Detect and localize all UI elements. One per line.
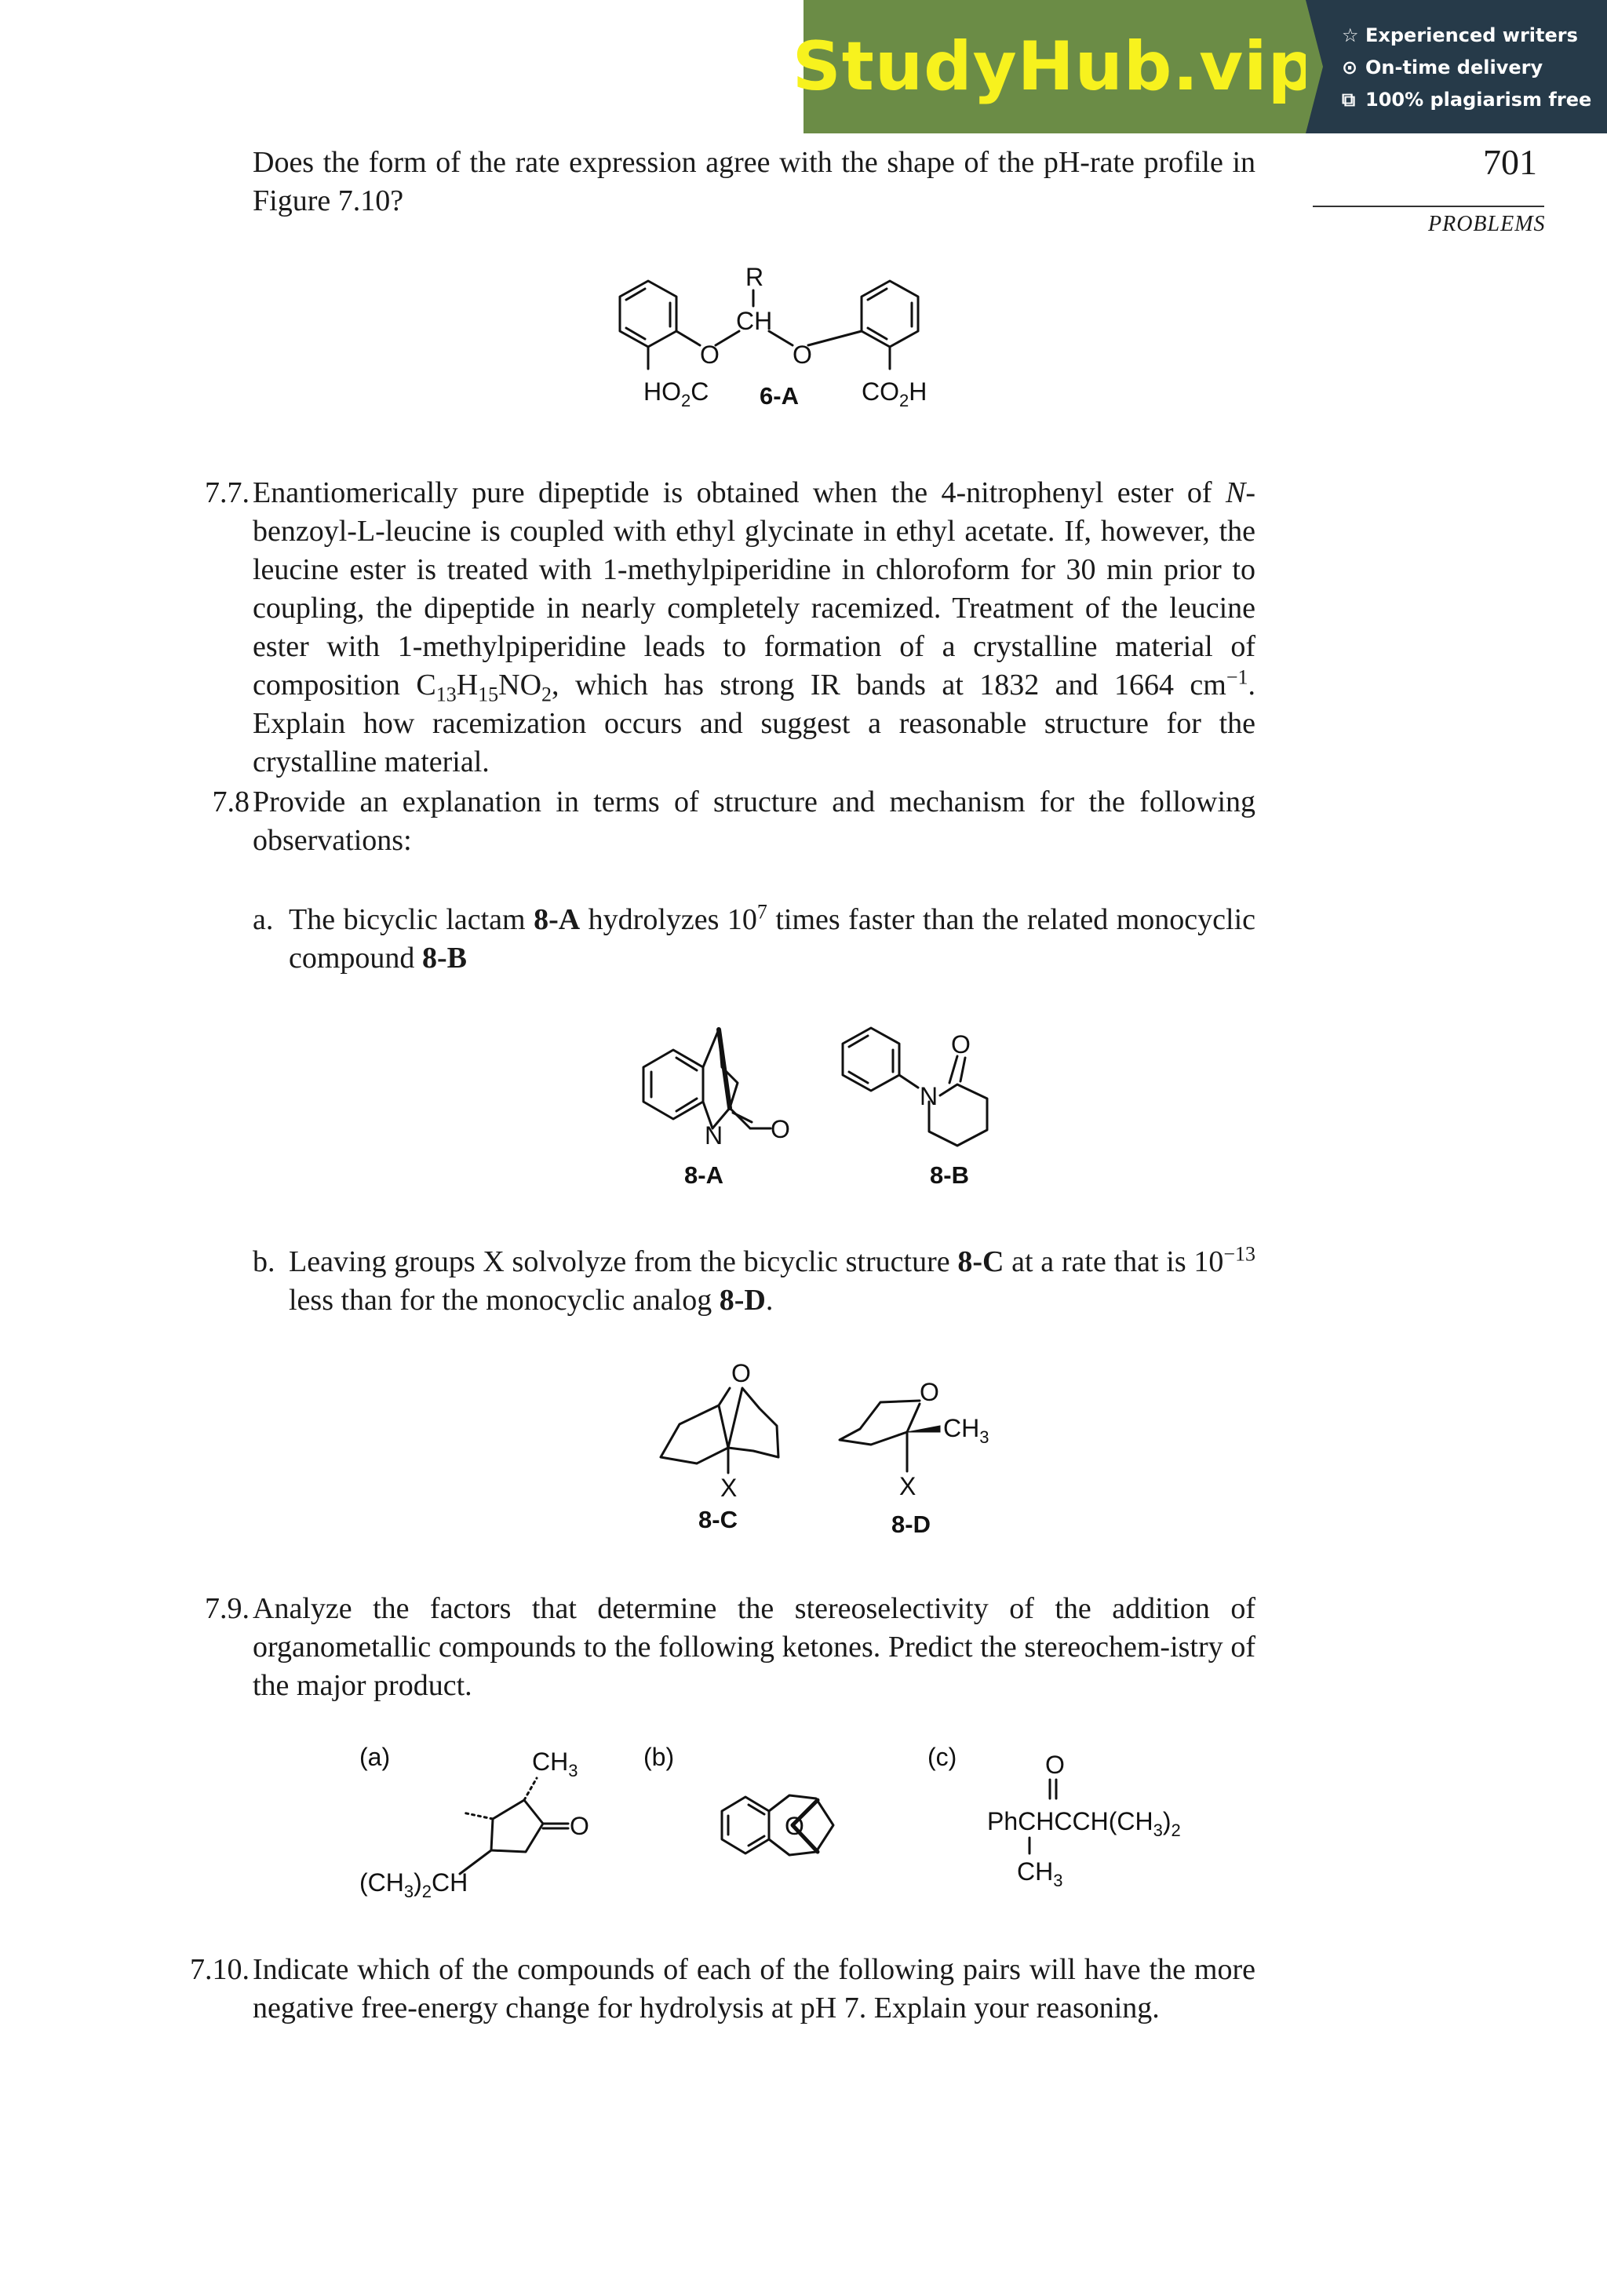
part-label: a. <box>253 903 274 936</box>
o-right-label: O <box>793 341 812 369</box>
acid-right-label: $CO_2H$ <box>862 377 927 410</box>
o-8a-label: O <box>771 1115 790 1143</box>
ch-label: CH <box>736 307 773 335</box>
problem-number-7-8: 7.8 <box>212 785 250 818</box>
r-label: R <box>745 263 764 291</box>
feature-label: 100% plagiarism free <box>1365 88 1592 111</box>
c-o-label: O <box>1045 1751 1065 1779</box>
feature-label: On-time delivery <box>1365 56 1543 78</box>
caption-8d: 8-D <box>891 1511 931 1538</box>
c-ch3-label: $CH_3$ <box>1017 1857 1063 1890</box>
acid-left-label: $HO_2C$ <box>643 377 709 410</box>
part-a-text: The bicyclic lactam 8-A hydrolyzes $10^7$ times faster than the related monocyclic compound 8-B <box>289 900 1255 975</box>
n-8b-label: N <box>920 1082 938 1110</box>
caption-8c: 8-C <box>698 1506 738 1533</box>
b-o-label: O <box>785 1812 804 1840</box>
part-label: b. <box>253 1245 275 1278</box>
problem-7-9-text: Analyze the factors that determine the stereoselectivity of the addition of organometallic compounds to the following ketones. Predict the stereochem-istry of the major product. <box>253 1592 1255 1702</box>
o-8c-label: O <box>731 1359 751 1387</box>
problem-number-7-7: 7.7. <box>205 476 250 509</box>
a-ch3-label: $CH_3$ <box>532 1748 578 1780</box>
intro-paragraph: Does the form of the rate expression agree with the shape of the pH-rate profile in Figure 7.10? <box>253 146 1255 217</box>
structures-7-9 <box>353 1734 1240 1907</box>
header-rule <box>1313 206 1544 207</box>
star-outline-icon: ☆ <box>1342 24 1359 46</box>
problem-7-8-part-b <box>253 1243 1255 1320</box>
caption-8a: 8-A <box>684 1161 723 1189</box>
problem-7-8-text: Provide an explanation in terms of structure and mechanism for the following observations: <box>253 785 1255 857</box>
problem-7-8-part-a <box>253 901 1255 978</box>
feature-plagiarism-free <box>1342 83 1601 115</box>
problem-7-7-text: Enantiomerically pure dipeptide is obtained when the 4-nitrophenyl ester of N-benzoyl-L-leucine is coupled with ethyl glycinate in ethyl acetate. If, however, the leucine ester is treated with 1-methylpiperidine in chloroform for 30 min prior to coupling, the dipeptide in nearly completely racemized. Treatment of the leucine ester with 1-methylpiperidine leads to formation of a crystalline material of composition $C_{13}H_{15}NO_2$, which has strong IR bands at 1832 and 1664 $cm^{-1}$. Explain how racemization occurs and suggest a reasonable structure for the crystalline material. <box>253 476 1256 778</box>
structures-8a-8b <box>612 1012 1051 1193</box>
feature-list <box>1342 19 1601 115</box>
feature-on-time-delivery <box>1342 51 1601 83</box>
x-8c-label: X <box>720 1474 738 1502</box>
copy-check-icon: ⧉ <box>1342 88 1356 111</box>
caption-6a: 6-A <box>760 382 799 410</box>
a-o-label: O <box>570 1812 589 1840</box>
o-left-label: O <box>700 341 720 369</box>
part-b-text: Leaving groups X solvolyze from the bicyclic structure 8-C at a rate that is $10^{-13}$ less than for the monocyclic analog 8-D. <box>289 1242 1256 1317</box>
c-formula-label: $PhCHCCH(CH_3)_2$ <box>987 1807 1181 1840</box>
o-8b-label: O <box>951 1030 971 1059</box>
page-number: 701 <box>1483 142 1537 182</box>
structures-8c-8d <box>643 1354 1004 1542</box>
clock-icon: ⊙ <box>1342 56 1358 78</box>
problem-number-7-9: 7.9. <box>205 1592 250 1625</box>
structure-6a <box>604 259 965 424</box>
ch3-8d-label: $CH_3$ <box>943 1414 989 1447</box>
problem-number-7-10: 7.10. <box>190 1953 250 1986</box>
feature-experienced-writers <box>1342 19 1601 51</box>
section-label: PROBLEMS <box>1428 212 1546 236</box>
banner-arrow-shape <box>1306 0 1323 133</box>
n-8a-label: N <box>705 1121 723 1150</box>
logo-text: StudyHub.vip <box>792 27 1317 106</box>
label-c: (c) <box>927 1743 957 1771</box>
a-ipr-label: $(CH_3)_2CH$ <box>359 1868 468 1901</box>
problem-7-10-text: Indicate which of the compounds of each of the following pairs will have the more negative free-energy change for hydrolysis at pH 7. Explain your reasoning. <box>253 1953 1255 2024</box>
x-8d-label: X <box>899 1472 916 1500</box>
label-a: (a) <box>359 1743 391 1771</box>
label-b: (b) <box>643 1743 675 1771</box>
studyhub-logo[interactable] <box>792 0 1317 133</box>
o-8d-label: O <box>920 1378 939 1406</box>
caption-8b: 8-B <box>930 1161 969 1189</box>
feature-label: Experienced writers <box>1365 24 1578 46</box>
